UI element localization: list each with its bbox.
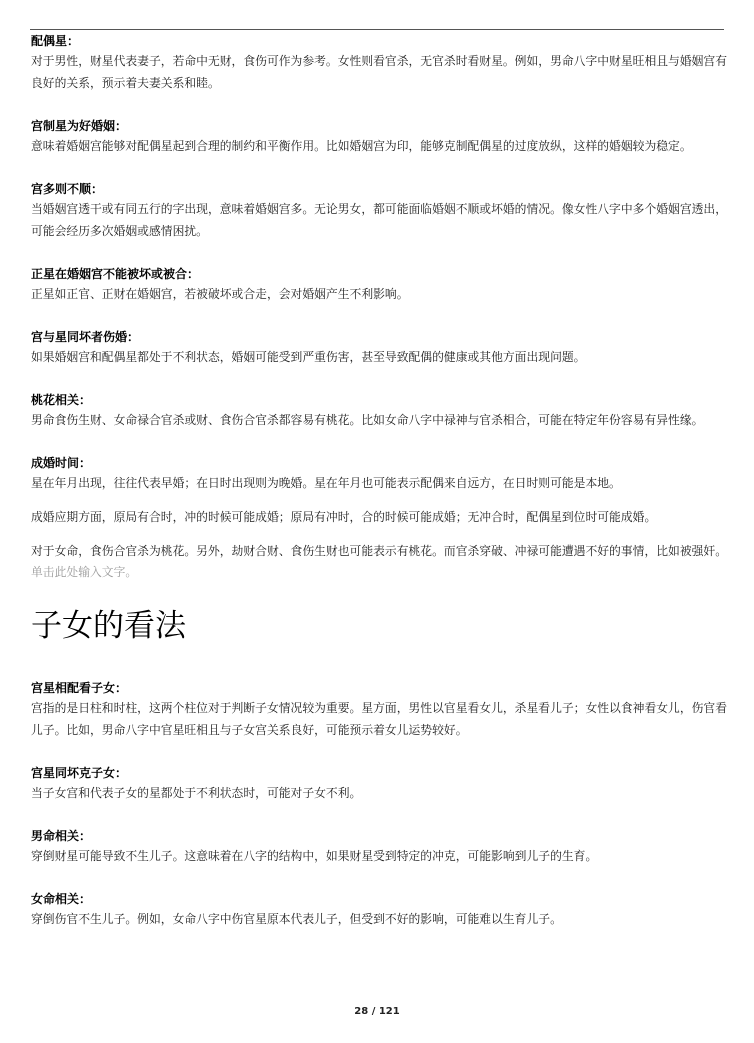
timing-paragraph: 对于女命，食伤合官杀为桃花。另外，劫财合财、食伤生财也可能表示有桃花。而官杀穿破、冲禄可能遭遇不好的事情，比如被强奸。 [31, 544, 728, 558]
section-peach-blossom [31, 392, 728, 431]
section-children-damaged [31, 765, 728, 804]
section-female-chart [31, 891, 728, 930]
section-heading: 宫与星同坏者伤婚： [31, 330, 140, 344]
section-body: 当婚姻宫透干或有同五行的字出现，意味着婚姻宫多。无论男女，都可能面临婚姻不顺或坏婚的情况。像女性八字中多个婚姻宫透出，可能会经历多次婚姻或感情困扰。 [31, 202, 728, 238]
section-body: 意味着婚姻宫能够对配偶星起到合理的制约和平衡作用。比如婚姻宫为印，能够克制配偶星的过度放纵，这样的婚姻较为稳定。 [31, 139, 692, 153]
section-body: 对于男性，财星代表妻子，若命中无财，食伤可作为参考。女性则看官杀，无官杀时看财星。例如，男命八字中财星旺相且与婚姻宫有良好的关系，预示着夫妻关系和睦。 [31, 54, 728, 90]
section-body: 正星如正官、正财在婚姻宫，若被破坏或合走，会对婚姻产生不利影响。 [31, 287, 409, 301]
section-male-chart [31, 828, 728, 867]
section-heading: 女命相关： [31, 892, 92, 906]
section-heading: 宫制星为好婚姻： [31, 119, 128, 133]
section-many-palaces [31, 181, 728, 242]
text-placeholder[interactable]: 单击此处输入文字。 [31, 565, 138, 579]
section-body: 穿倒财星可能导致不生儿子。这意味着在八字的结构中，如果财星受到特定的冲克，可能影响到儿子的生育。 [31, 849, 598, 863]
section-body: 穿倒伤官不生儿子。例如，女命八字中伤官星原本代表儿子，但受到不好的影响，可能难以生育儿子。 [31, 912, 562, 926]
section-palace-controls-star [31, 118, 728, 157]
section-heading: 正星在婚姻宫不能被坏或被合： [31, 267, 200, 281]
section-heading: 宫星相配看子女： [31, 681, 128, 695]
section-heading: 成婚时间： [31, 456, 92, 470]
timing-paragraph: 星在年月出现，往往代表早婚；在日时出现则为晚婚。星在年月也可能表示配偶来自远方，在日时则可能是本地。 [31, 476, 621, 490]
section-body: 男命食伤生财、女命禄合官杀或财、食伤合官杀都容易有桃花。比如女命八字中禄神与官杀相合，可能在特定年份容易有异性缘。 [31, 413, 704, 427]
section-children-palace-star [31, 680, 728, 741]
section-heading: 桃花相关： [31, 393, 92, 407]
section-heading: 男命相关： [31, 829, 92, 843]
chapter-title: 子女的看法 [31, 608, 186, 644]
timing-paragraph: 成婚应期方面，原局有合时，冲的时候可能成婚；原局有冲时，合的时候可能成婚；无冲合时，配偶星到位时可能成婚。 [31, 510, 657, 524]
section-heading: 宫星同坏克子女： [31, 766, 128, 780]
section-proper-star [31, 266, 728, 305]
section-spouse-star [31, 33, 728, 94]
section-body: 当子女宫和代表子女的星都处于不利状态时，可能对子女不利。 [31, 786, 362, 800]
section-heading: 宫多则不顺： [31, 182, 104, 196]
section-heading: 配偶星： [31, 34, 80, 48]
section-marriage-timing [31, 455, 728, 582]
page-number: 28 / 121 [354, 1006, 400, 1017]
header-rule [30, 29, 724, 30]
section-body: 宫指的是日柱和时柱，这两个柱位对于判断子女情况较为重要。星方面，男性以官星看女儿，杀星看儿子；女性以食神看女儿，伤官看儿子。比如，男命八字中官星旺相且与子女宫关系良好，可能预示着女儿运势较好。 [31, 701, 728, 737]
page-content [31, 33, 728, 930]
section-body: 如果婚姻宫和配偶星都处于不利状态，婚姻可能受到严重伤害，甚至导致配偶的健康或其他方面出现问题。 [31, 350, 586, 364]
section-palace-star-damaged [31, 329, 728, 368]
